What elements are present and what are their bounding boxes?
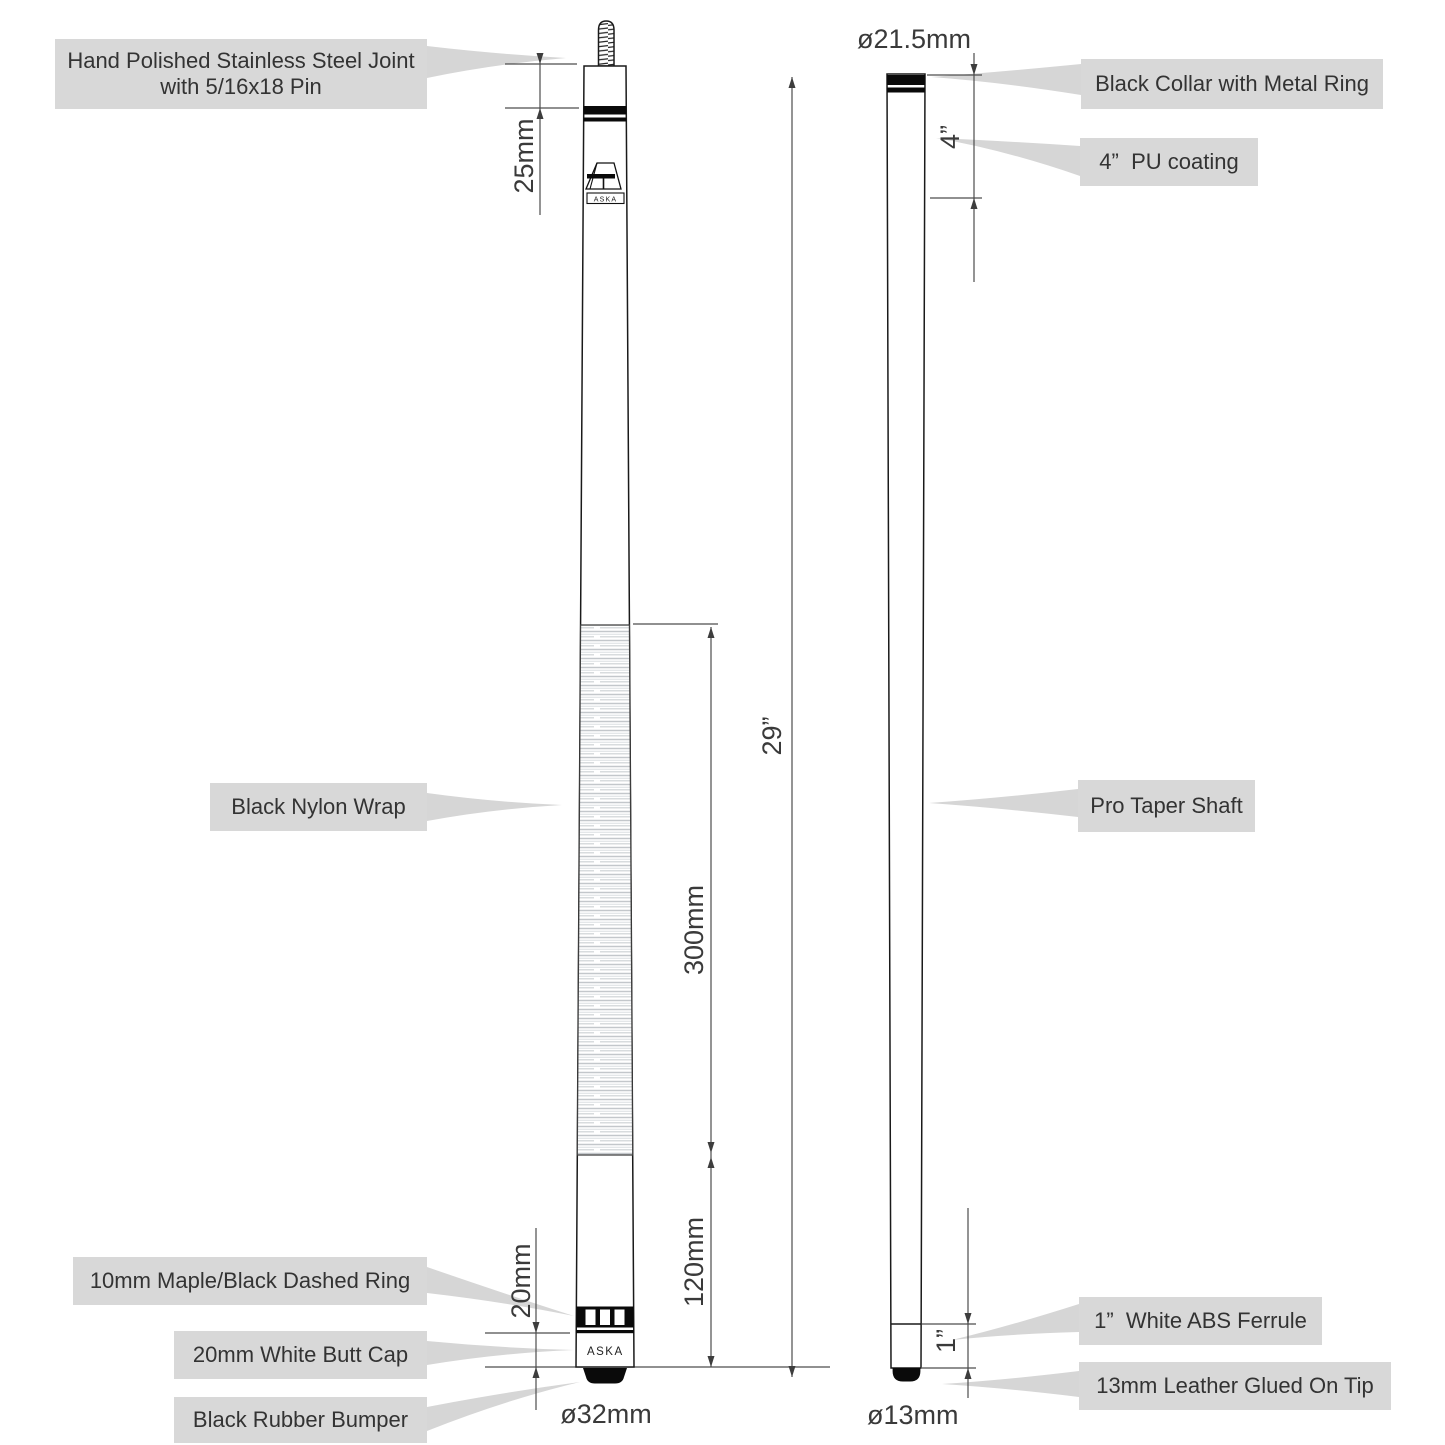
- callout-tip-label: 13mm Leather Glued On Tip: [1079, 1362, 1391, 1410]
- nylon-wrap: [577, 625, 632, 1155]
- wedge-wrap: [427, 793, 562, 821]
- wedge-cap: [427, 1341, 574, 1365]
- joint-black-ring-thin: [584, 118, 627, 122]
- dim-300mm: 300mm: [679, 884, 709, 976]
- dim-20mm: 20mm: [506, 1243, 536, 1319]
- wedge-collar: [931, 64, 1081, 95]
- dim-1in: 1”: [931, 1328, 961, 1354]
- butt-cap-brand: ASKA: [586, 1346, 624, 1358]
- wedge-bumper: [427, 1382, 580, 1431]
- callout-joint-line1: Hand Polished Stainless Steel Joint: [67, 47, 415, 73]
- dim-diameter-21-5mm: ø21.5mm: [857, 24, 972, 54]
- callout-bumper-label: Black Rubber Bumper: [174, 1397, 427, 1443]
- callout-joint-label: [55, 39, 427, 109]
- callout-wrap-label: Black Nylon Wrap: [210, 783, 427, 831]
- collar-black-thin: [887, 88, 925, 93]
- dim-29in: 29”: [757, 716, 787, 756]
- joint-black-ring-thick: [584, 106, 627, 115]
- dim-120mm: 120mm: [679, 1216, 709, 1308]
- logo-brand-text: ASKA: [593, 196, 618, 204]
- wedge-ring: [427, 1267, 574, 1316]
- callout-ferrule-label: 1” White ABS Ferrule: [1079, 1297, 1322, 1345]
- callout-ring-label: 10mm Maple/Black Dashed Ring: [73, 1257, 427, 1305]
- callout-collar-label: Black Collar with Metal Ring: [1081, 59, 1383, 109]
- shaft-section: [887, 74, 925, 1382]
- dim-25mm: 25mm: [509, 118, 539, 194]
- butt-section: [576, 21, 634, 1384]
- dim-diameter-13mm: ø13mm: [867, 1400, 959, 1430]
- wedge-ferrule: [952, 1304, 1079, 1340]
- wedge-tip: [942, 1371, 1079, 1397]
- rubber-bumper: [583, 1368, 627, 1384]
- callout-cap-label: 20mm White Butt Cap: [174, 1331, 427, 1379]
- dim-diameter-32mm: ø32mm: [560, 1399, 652, 1429]
- wedge-taper: [929, 789, 1078, 817]
- collar-black-thick: [887, 75, 925, 85]
- joint-pin: [599, 21, 615, 66]
- shaft-body: [887, 74, 925, 1368]
- dim-4in: 4”: [935, 124, 965, 150]
- leather-tip: [893, 1368, 921, 1382]
- callout-pu-label: 4” PU coating: [1080, 138, 1258, 186]
- callout-taper-label: Pro Taper Shaft: [1078, 780, 1255, 832]
- wedge-joint: [427, 46, 566, 78]
- callout-pointer-wedges: [427, 46, 1081, 1431]
- callout-joint-line2: with 5/16x18 Pin: [160, 74, 322, 99]
